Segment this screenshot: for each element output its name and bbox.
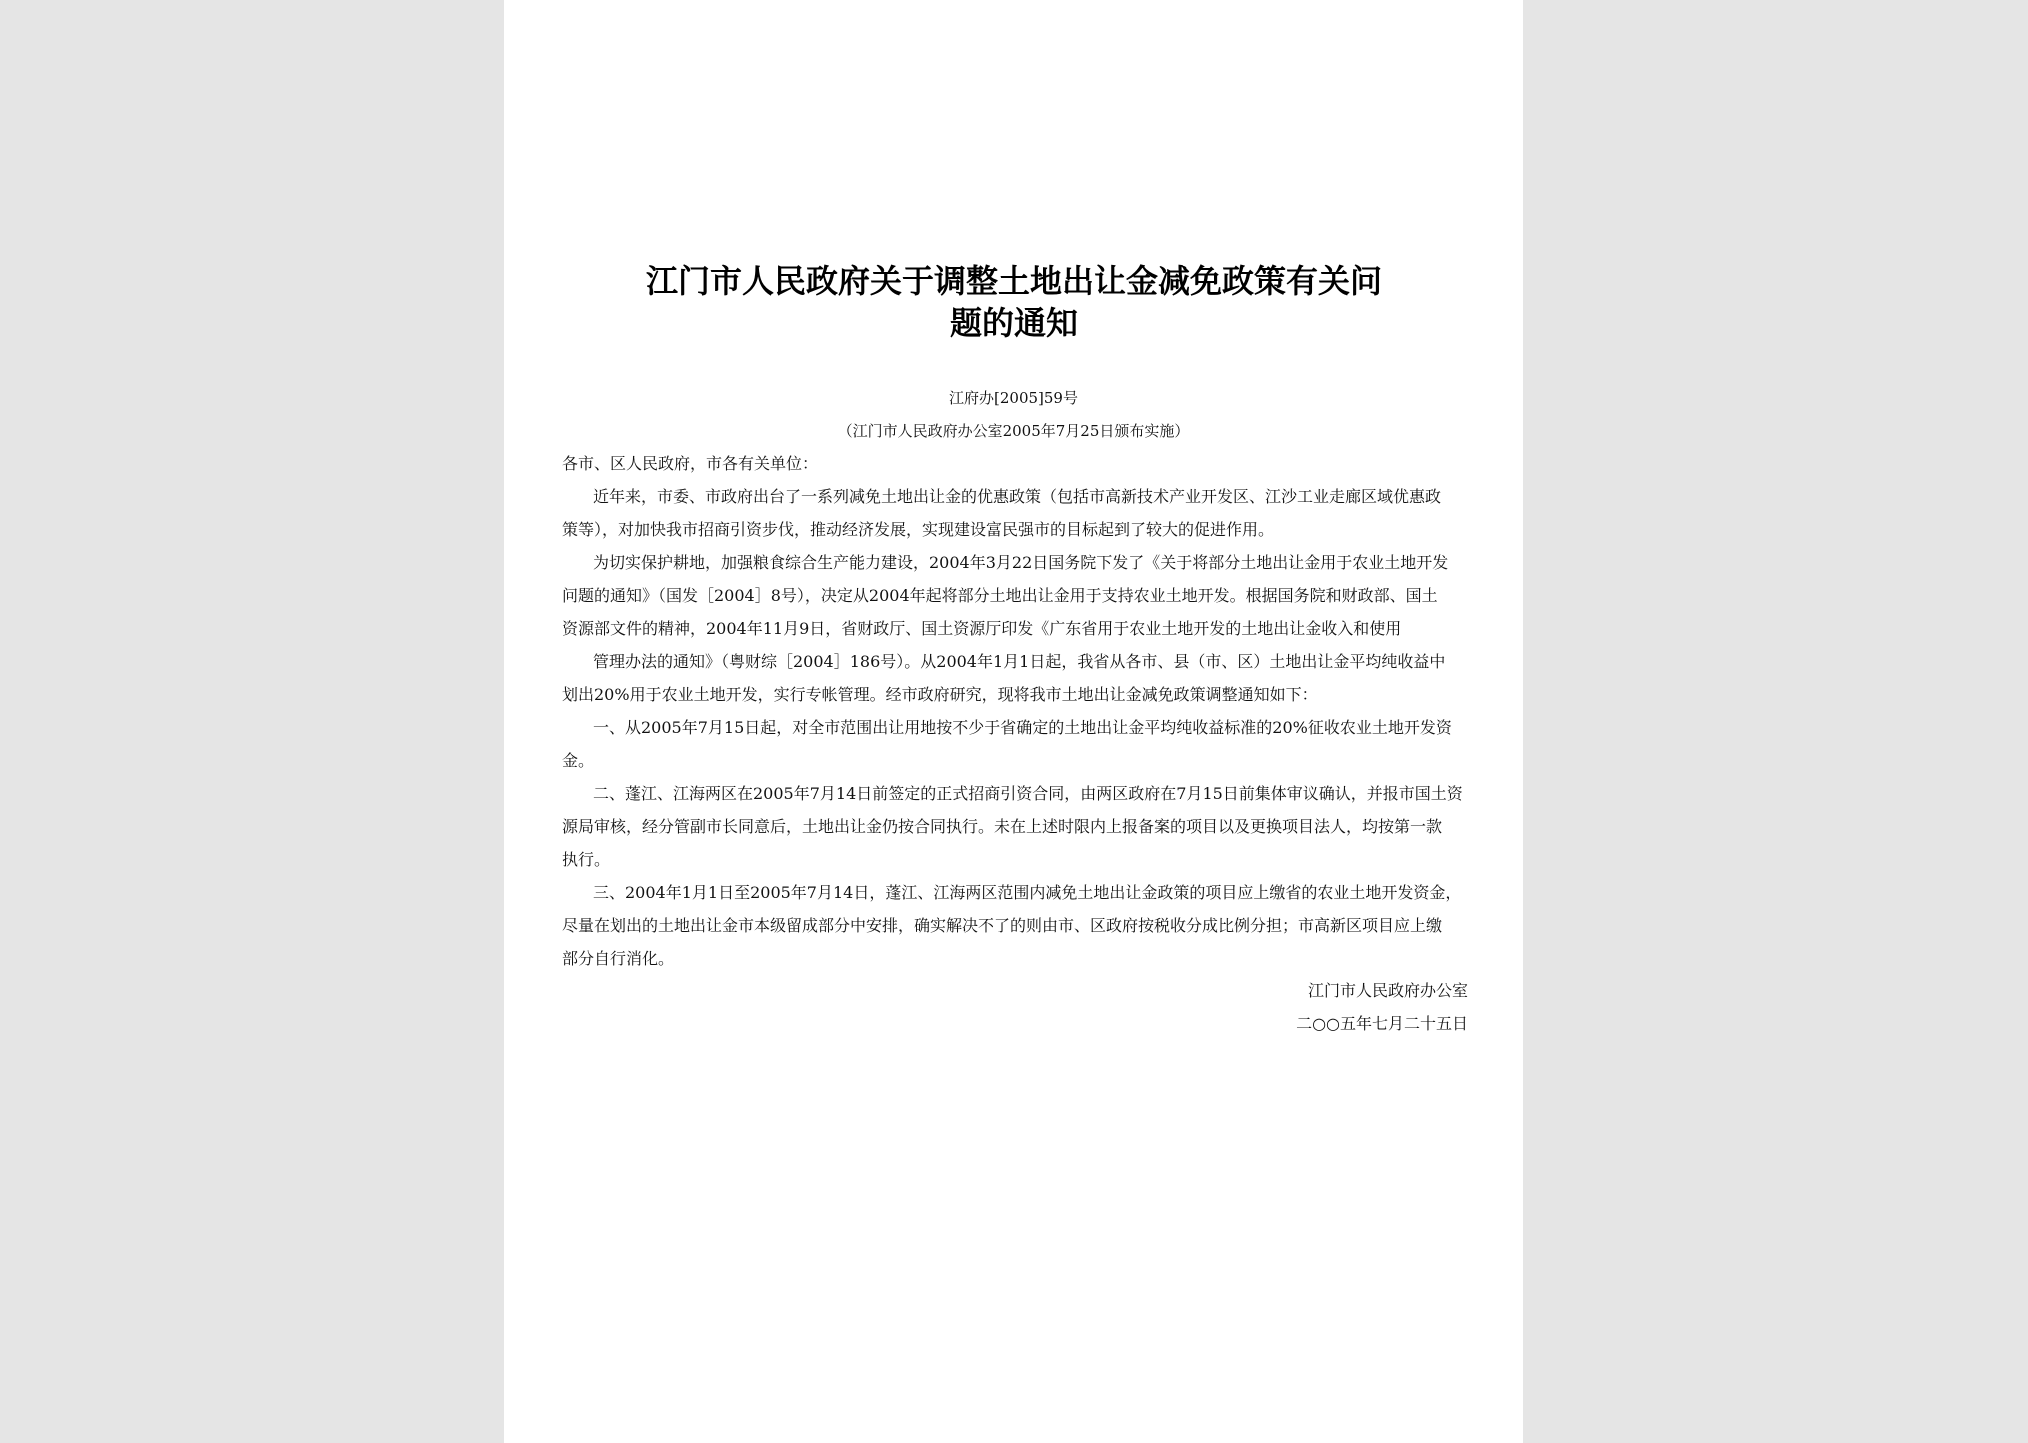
- body-line: 划出20%用于农业土地开发，实行专帐管理。经市政府研究，现将我市土地出让金减免政策调整通知如下：: [562, 685, 1318, 704]
- body-line: 尽量在划出的土地出让金市本级留成部分中安排，确实解决不了的则由市、区政府按税收分成比例分担；市高新区项目应上缴: [562, 916, 1443, 935]
- signature-office: 江门市人民政府办公室: [1307, 981, 1468, 1000]
- body-line: 二、蓬江、江海两区在2005年7月14日前签定的正式招商引资合同，由两区政府在7月15日前集体审议确认，并报市国土资: [593, 784, 1463, 803]
- body-line: 问题的通知》（国发［2004］8号），决定从2004年起将部分土地出让金用于支持农业土地开发。根据国务院和财政部、国土: [562, 586, 1438, 605]
- body-line: 近年来，市委、市政府出台了一系列减免土地出让金的优惠政策（包括市高新技术产业开发区、江沙工业走廊区域优惠政: [593, 487, 1442, 506]
- document-title-line-2: 题的通知: [949, 304, 1078, 342]
- document-title: [594, 260, 1434, 344]
- body-line: 各市、区人民政府，市各有关单位：: [562, 454, 819, 473]
- document-number: 江府办[2005]59号: [949, 389, 1078, 407]
- body-line: 源局审核，经分管副市长同意后，土地出让金仍按合同执行。未在上述时限内上报备案的项目以及更换项目法人，均按第一款: [562, 817, 1443, 836]
- body-line: 金。: [562, 751, 595, 770]
- document-title-line-1: 江门市人民政府关于调整土地出让金减免政策有关问: [645, 262, 1382, 300]
- body-line: 管理办法的通知》（粤财综［2004］186号）。从2004年1月1日起，我省从各市、县（市、区）土地出让金平均纯收益中: [593, 652, 1446, 671]
- body-line: 资源部文件的精神，2004年11月9日，省财政厅、国土资源厅印发《广东省用于农业土地开发的土地出让金收入和使用: [562, 619, 1402, 638]
- body-line: 策等），对加快我市招商引资步伐，推动经济发展，实现建设富民强市的目标起到了较大的促进作用。: [562, 520, 1275, 539]
- signature-date: 二○○五年七月二十五日: [1296, 1014, 1468, 1033]
- body-line: 部分自行消化。: [562, 949, 675, 968]
- body-line: 为切实保护耕地，加强粮食综合生产能力建设，2004年3月22日国务院下发了《关于将部分土地出让金用于农业土地开发: [593, 553, 1449, 572]
- issue-note: （江门市人民政府办公室2005年7月25日颁布实施）: [837, 422, 1190, 440]
- body-line: 一、从2005年7月15日起，对全市范围出让用地按不少于省确定的土地出让金平均纯收益标准的20%征收农业土地开发资: [593, 718, 1452, 737]
- body-line: 执行。: [562, 850, 611, 869]
- document-page: [504, 0, 1523, 1443]
- body-line: 三、2004年1月1日至2005年7月14日，蓬江、江海两区范围内减免土地出让金政策的项目应上缴省的农业土地开发资金，: [593, 883, 1462, 902]
